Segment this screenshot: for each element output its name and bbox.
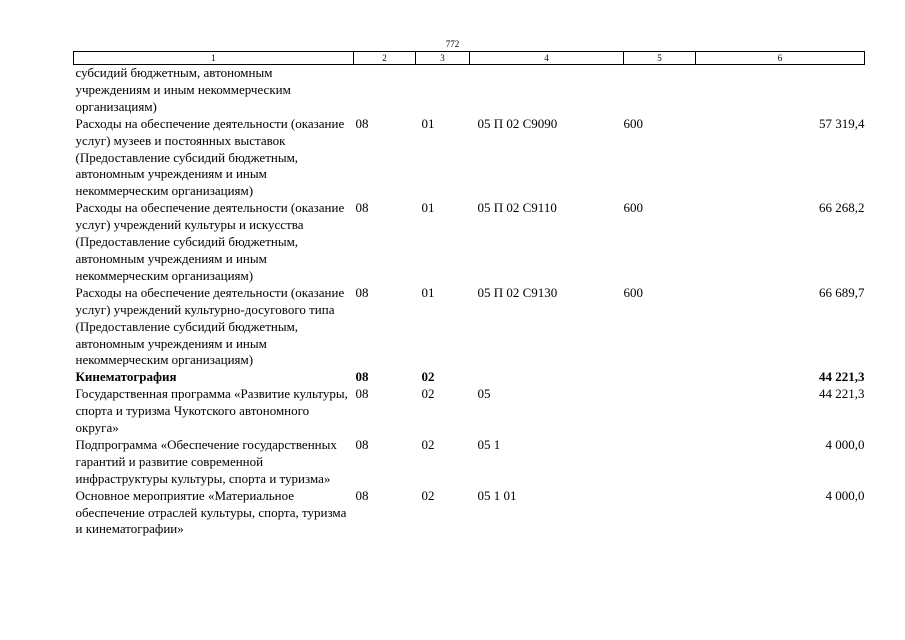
row-amount: 4 000,0 xyxy=(825,487,865,503)
row-expense-type xyxy=(624,386,696,437)
row-expense-type: 600 xyxy=(623,284,643,300)
row-target-article: 05 1 xyxy=(477,436,501,452)
row-name: Расходы на обеспечение деятельности (оказание услуг) учреждений культурно-досугового типа (Предоставление субсидий бюджетным, автономным учреждениям и иным некоммерческим организациям) xyxy=(75,284,345,368)
table-header xyxy=(74,52,865,65)
table-row xyxy=(74,386,865,437)
row-section: 08 xyxy=(355,284,369,300)
row-section: 08 xyxy=(355,369,369,385)
header-col-3: 3 xyxy=(416,52,470,65)
header-col-4: 4 xyxy=(470,52,624,65)
row-section: 08 xyxy=(355,386,369,402)
row-section: 08 xyxy=(355,487,369,503)
table-row xyxy=(74,437,865,488)
row-amount: 44 221,3 xyxy=(819,369,865,385)
row-subsection: 01 xyxy=(421,115,435,131)
row-target-article xyxy=(470,369,624,386)
row-target-article: 05 xyxy=(477,386,491,402)
header-col-6: 6 xyxy=(696,52,865,65)
row-target-article: 05 П 02 С9130 xyxy=(477,284,558,300)
table-body xyxy=(74,65,865,539)
row-amount xyxy=(696,65,865,116)
row-section: 08 xyxy=(355,436,369,452)
table-row xyxy=(74,285,865,370)
row-amount: 57 319,4 xyxy=(819,115,865,131)
table-row xyxy=(74,488,865,539)
table-row xyxy=(74,200,865,285)
row-section: 08 xyxy=(355,115,369,131)
row-name: Государственная программа «Развитие культуры, спорта и туризма Чукотского автономного округа» xyxy=(75,386,348,436)
row-name: Кинематография xyxy=(75,369,177,385)
row-amount: 66 268,2 xyxy=(819,200,865,216)
row-subsection: 02 xyxy=(421,487,435,503)
row-section: 08 xyxy=(355,200,369,216)
table-row xyxy=(74,116,865,201)
header-col-1: 1 xyxy=(74,52,354,65)
row-expense-type xyxy=(624,488,696,539)
page-number: 772 xyxy=(445,39,460,49)
row-name: Подпрограмма «Обеспечение государственных гарантий и развитие современной инфраструктуры культуры, спорта и туризма» xyxy=(75,436,337,486)
row-expense-type: 600 xyxy=(623,200,643,216)
row-expense-type xyxy=(624,369,696,386)
row-name: Основное мероприятие «Материальное обеспечение отраслей культуры, спорта, туризма и кинематографии» xyxy=(75,487,347,537)
row-amount: 44 221,3 xyxy=(819,386,865,402)
row-expense-type xyxy=(624,437,696,488)
row-target-article: 05 П 02 С9110 xyxy=(477,200,557,216)
row-target-article: 05 1 01 xyxy=(477,487,517,503)
header-row xyxy=(74,52,865,65)
row-target-article: 05 П 02 С9090 xyxy=(477,115,558,131)
row-subsection xyxy=(416,65,470,116)
table-row xyxy=(74,369,865,386)
row-subsection: 02 xyxy=(421,436,435,452)
header-col-5: 5 xyxy=(624,52,696,65)
row-name: Расходы на обеспечение деятельности (оказание услуг) учреждений культуры и искусства (Предоставление субсидий бюджетным, автономным учреждениям и иным некоммерческим организациям) xyxy=(75,200,345,283)
header-col-2: 2 xyxy=(354,52,416,65)
row-name: Расходы на обеспечение деятельности (оказание услуг) музеев и постоянных выставок (Предоставление субсидий бюджетным, автономным учреждениям и иным некоммерческим организациям) xyxy=(75,115,345,199)
row-section xyxy=(354,65,416,116)
row-name: субсидий бюджетным, автономным учреждениям и иным некоммерческим организациям) xyxy=(75,65,291,114)
row-expense-type xyxy=(624,65,696,116)
table-row xyxy=(74,65,865,116)
row-target-article xyxy=(470,65,624,116)
budget-table xyxy=(73,51,865,538)
row-subsection: 02 xyxy=(421,369,435,385)
row-subsection: 01 xyxy=(421,200,435,216)
row-expense-type: 600 xyxy=(623,115,643,131)
row-amount: 4 000,0 xyxy=(825,436,865,452)
row-subsection: 02 xyxy=(421,386,435,402)
row-subsection: 01 xyxy=(421,284,435,300)
row-amount: 66 689,7 xyxy=(819,284,865,300)
